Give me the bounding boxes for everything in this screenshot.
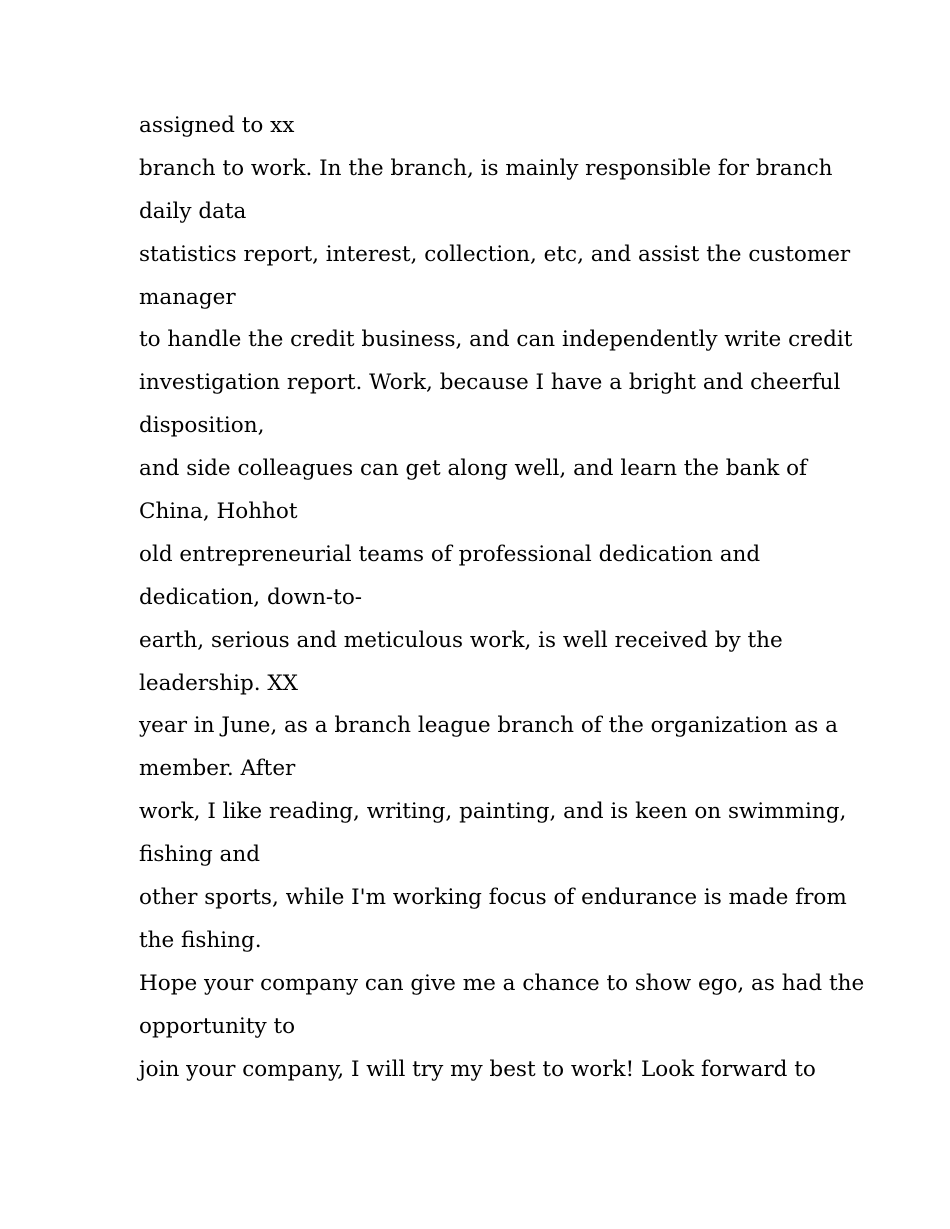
text-line: join your company, I will try my best to work! Look forward to (139, 1056, 816, 1082)
text-line: and side colleagues can get along well, and learn the bank of (139, 456, 807, 482)
text-line: daily data (139, 198, 247, 224)
text-line: year in June, as a branch league branch of the organization as a (139, 713, 838, 739)
text-line: other sports, while I'm working focus of endurance is made from (139, 885, 847, 911)
text-line: work, I like reading, writing, painting, and is keen on swimming, (139, 799, 847, 825)
text-line: earth, serious and meticulous work, is well received by the (139, 627, 783, 653)
text-line: disposition, (139, 413, 265, 439)
text-line: member. After (139, 756, 296, 782)
text-line: leadership. XX (139, 670, 298, 696)
text-line: old entrepreneurial teams of professional dedication and (139, 541, 761, 567)
text-line: to handle the credit business, and can independently write credit (139, 327, 853, 353)
text-line: opportunity to (139, 1013, 296, 1039)
text-line: China, Hohhot (139, 499, 298, 525)
text-line: manager (139, 284, 236, 310)
document-body (139, 105, 865, 1091)
text-line: branch to work. In the branch, is mainly responsible for branch (139, 155, 833, 181)
text-line: dedication, down-to- (139, 584, 363, 610)
text-line: statistics report, interest, collection, etc, and assist the customer (139, 241, 851, 267)
text-line: fishing and (139, 842, 260, 868)
text-line: the fishing. (139, 927, 262, 953)
text-line: assigned to xx (139, 113, 295, 138)
text-line: investigation report. Work, because I have a bright and cheerful (139, 370, 841, 396)
text-line: Hope your company can give me a chance to show ego, as had the (139, 970, 865, 996)
